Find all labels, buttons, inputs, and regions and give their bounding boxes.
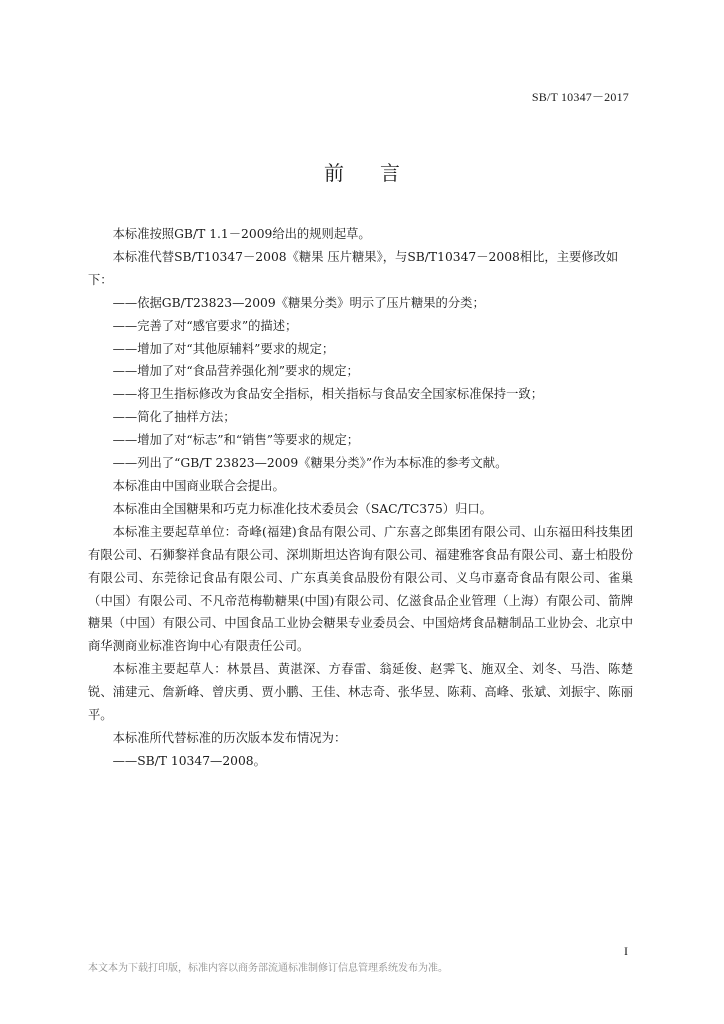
change-item-sensory: ——完善了对“感官要求”的描述； [112,318,298,333]
change-item-safety: ——将卫生指标修改为食品安全指标，相关指标与食品安全国家标准保持一致； [112,387,543,402]
change-item-sampling: ——简化了抽样方法； [112,410,236,425]
paragraph-replaces: 本标准代替SB/T10347－2008《糖果 压片糖果》，与SB/T10347－2008相比，主要修改如下： [88,249,619,287]
download-disclaimer: 本文本为下载打印版，标准内容以商务部流通标准制修订信息管理系统发布为准。 [88,963,448,974]
paragraph-drafting-rules: 本标准按照GB/T 1.1－2009给出的规则起草。 [112,227,371,241]
paragraph-drafters: 本标准主要起草人：林景昌、黄湛深、方春雷、翁延俊、赵霁飞、施双全、刘冬、马浩、陈楚锐、浦建元、詹新峰、曾庆勇、贾小鹏、王佳、林志奇、张华昱、陈莉、高峰、张斌、刘振宇、陈丽平。 [88,662,633,723]
paragraph-version-history: 本标准所代替标准的历次版本发布情况为： [112,730,347,745]
change-item-references: ——列出了“GB/T 23823—2009《糖果分类》”作为本标准的参考文献。 [112,456,508,471]
page-title: 前言 [324,161,436,185]
page-number: I [624,944,628,958]
standard-code: SB/T 10347－2017 [531,90,629,104]
change-item-fortifier: ——增加了对“食品营养强化剂”要求的规定； [112,364,359,379]
paragraph-drafting-units: 本标准主要起草单位：奇峰(福建)食品有限公司、广东喜之郎集团有限公司、山东福田科技集团有限公司、石狮黎祥食品有限公司、深圳斯坦达咨询有限公司、福建雅客食品有限公司、嘉士柏股份有限公司、东莞徐记食品有限公司、广东真美食品股份有限公司、义乌市嘉奇食品有限公司、雀巢（中国）有限公司、不凡帝范梅勒糖果(中国)有限公司、亿滋食品企业管理（上海）有限公司、箭牌糖果（中国）有限公司、中国食品工业协会糖果专业委员会、中国焙烤食品糖制品工业协会、北京中商华测商业标准咨询中心有限责任公司。 [88,524,633,654]
paragraph-proposed-by: 本标准由中国商业联合会提出。 [112,478,285,493]
foreword-body [88,223,633,773]
paragraph-under-jurisdiction: 本标准由全国糖果和巧克力标准化技术委员会（SAC/TC375）归口。 [112,501,492,516]
change-item-classification: ——依据GB/T23823—2009《糖果分类》明示了压片糖果的分类； [112,295,485,310]
version-item: ——SB/T 10347—2008。 [112,753,266,768]
change-item-materials: ——增加了对“其他原辅料”要求的规定； [112,341,335,356]
change-item-labeling: ——增加了对“标志”和“销售”等要求的规定； [112,433,360,448]
